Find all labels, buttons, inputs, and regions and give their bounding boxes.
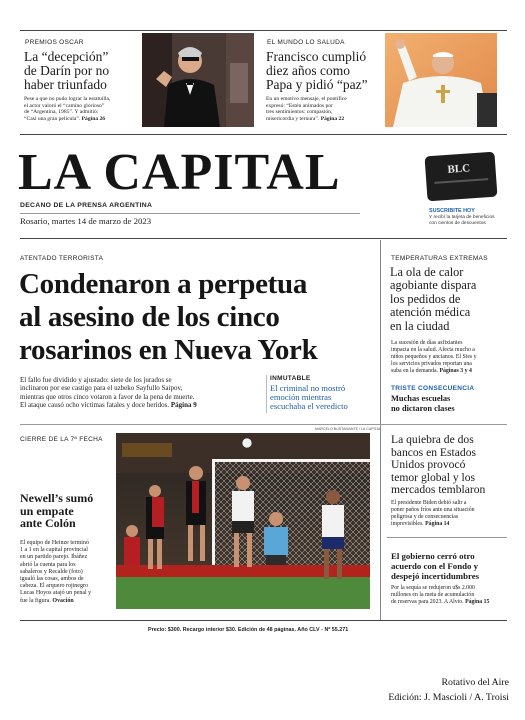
lead-headline[interactable]: Condenaron a perpetua al asesino de los cinco rosarinos en Nueva York <box>19 268 318 366</box>
masthead-title[interactable]: LA CAPITAL <box>18 144 341 201</box>
teaser-bottom-rule <box>20 134 507 135</box>
teaser-photo-pope <box>385 33 497 127</box>
sidebar-top-subheadline[interactable]: Muchas escuelas no dictaron clases <box>391 394 455 413</box>
teaser-kicker: PREMIOS OSCAR <box>25 39 84 46</box>
masthead-bottom-rule <box>20 238 507 239</box>
sidebar-bottom-headline[interactable]: El gobierno cerró otro acuerdo con el Fondo y despejó incertidumbres <box>391 551 480 582</box>
caption-line-1: Rotativo del Aire <box>441 677 509 688</box>
sidebar-top-headline[interactable]: La ola de calor agobiante dispara los pedidos de atención médica en la ciudad <box>390 265 477 333</box>
sports-body: El equipo de Heinze terminó 1 a 1 en la capital provincial en un partido parejo. Ibáñez abrió la cuenta para los sabaleros y Recalde (foto) igualó las cosas, ambos de cabeza. El arquero rojinegro Lucas Hoyos atajó un penal y fue la figura. Ovación <box>20 540 92 604</box>
lead-inset-headline[interactable]: El criminal no mostró emoción mientras escuchaba el veredicto <box>270 383 348 412</box>
sidebar-mid-headline[interactable]: La quiebra de dos bancos en Estados Unidos provocó temor global y los mercados temblaron <box>391 433 486 497</box>
masthead-rule <box>20 213 360 214</box>
top-rule <box>20 30 507 31</box>
teaser-headline: La “decepción” de Darín por no haber triunfado <box>24 49 110 92</box>
mid-rule <box>20 424 507 425</box>
footer-rule <box>20 620 507 621</box>
lead-body: El fallo fue dividido y ajustado: siete de los jurados se inclinaron por ese castigo para el uzbeko Sayfullo Saipov, mientras que otros cinco votaron a favor de la pena de muerte. El ataque causó ocho víctimas fatales y doce heridos. Página 9 <box>20 376 197 410</box>
sidebar-top-kicker: TEMPERATURAS EXTREMAS <box>391 255 488 262</box>
sidebar-mid-body: El presidente Biden debió salir a poner paños fríos ante una situación peligrosa y de consecuencias imprevisibles. Página 14 <box>391 500 475 527</box>
teaser-body: En un emotivo mensaje, el pontífice expresó: “Estén animados por tres sentimientos: compasión, misericordia y ternura”. Página 22 <box>266 96 347 123</box>
dateline: Rosario, martes 14 de marzo de 2023 <box>20 216 152 226</box>
sidebar-top-subkicker: TRISTE CONSECUENCIA <box>391 385 475 392</box>
sidebar-top-body: La sucesión de días asfixiantes impacta en la salud. Afecta mucho a niños pequeños y ancianos. El Sies y los servicios privados reportan una suba en la demanda. Páginas 3 y 4 <box>391 340 477 374</box>
sports-headline[interactable]: Newell’s sumó un empate ante Colón <box>20 491 94 531</box>
ad-card-stripe <box>434 178 488 184</box>
teaser-headline: Francisco cumplió diez años como Papa y pidió “paz” <box>266 49 368 92</box>
teaser-kicker: EL MUNDO LO SALUDA <box>267 39 345 46</box>
lead-inset-divider <box>266 375 267 413</box>
sports-photo <box>116 433 370 609</box>
caption-line-2: Edición: J. Mascioli / A. Troisi <box>388 692 509 703</box>
sidebar-bottom-body: Por la sequía se redujeron u$s 2.000 millones en la meta de acumulación de reservas para 2023. A Alvio. Página 15 <box>391 585 490 605</box>
ad-text: Y recibí la tarjeta de beneficios con cientos de descuentos <box>429 215 495 226</box>
lead-kicker: ATENTADO TERRORISTA <box>20 255 104 262</box>
footer-price: Precio: $300. Recargo interior $30. Edición de 48 páginas. Año CLV - Nº 55.271 <box>148 627 349 633</box>
lead-inset-kicker: INMUTABLE <box>270 375 311 382</box>
ad-card[interactable] <box>425 152 498 202</box>
teaser-body: Pese a que no pudo lograr la estatuilla, el actor valoró el “camino glorioso” de “Argentina, 1985”. Y admitió: “Casi una gran película”. Página 26 <box>24 96 111 123</box>
masthead-tagline: DECANO DE LA PRENSA ARGENTINA <box>20 202 153 209</box>
teaser-photo-darin <box>142 33 254 127</box>
ad-card-label: BLC <box>447 162 471 176</box>
ad-kicker: SUSCRIBITE HOY <box>429 208 475 214</box>
teaser-papa[interactable] <box>263 33 388 133</box>
photo-credit: MARCELO BUSTAMANTE / LA CAPITAL <box>315 427 381 431</box>
sports-kicker: CIERRE DE LA 7ª FECHA <box>20 436 103 443</box>
sidebar-mid-rule <box>387 537 507 538</box>
